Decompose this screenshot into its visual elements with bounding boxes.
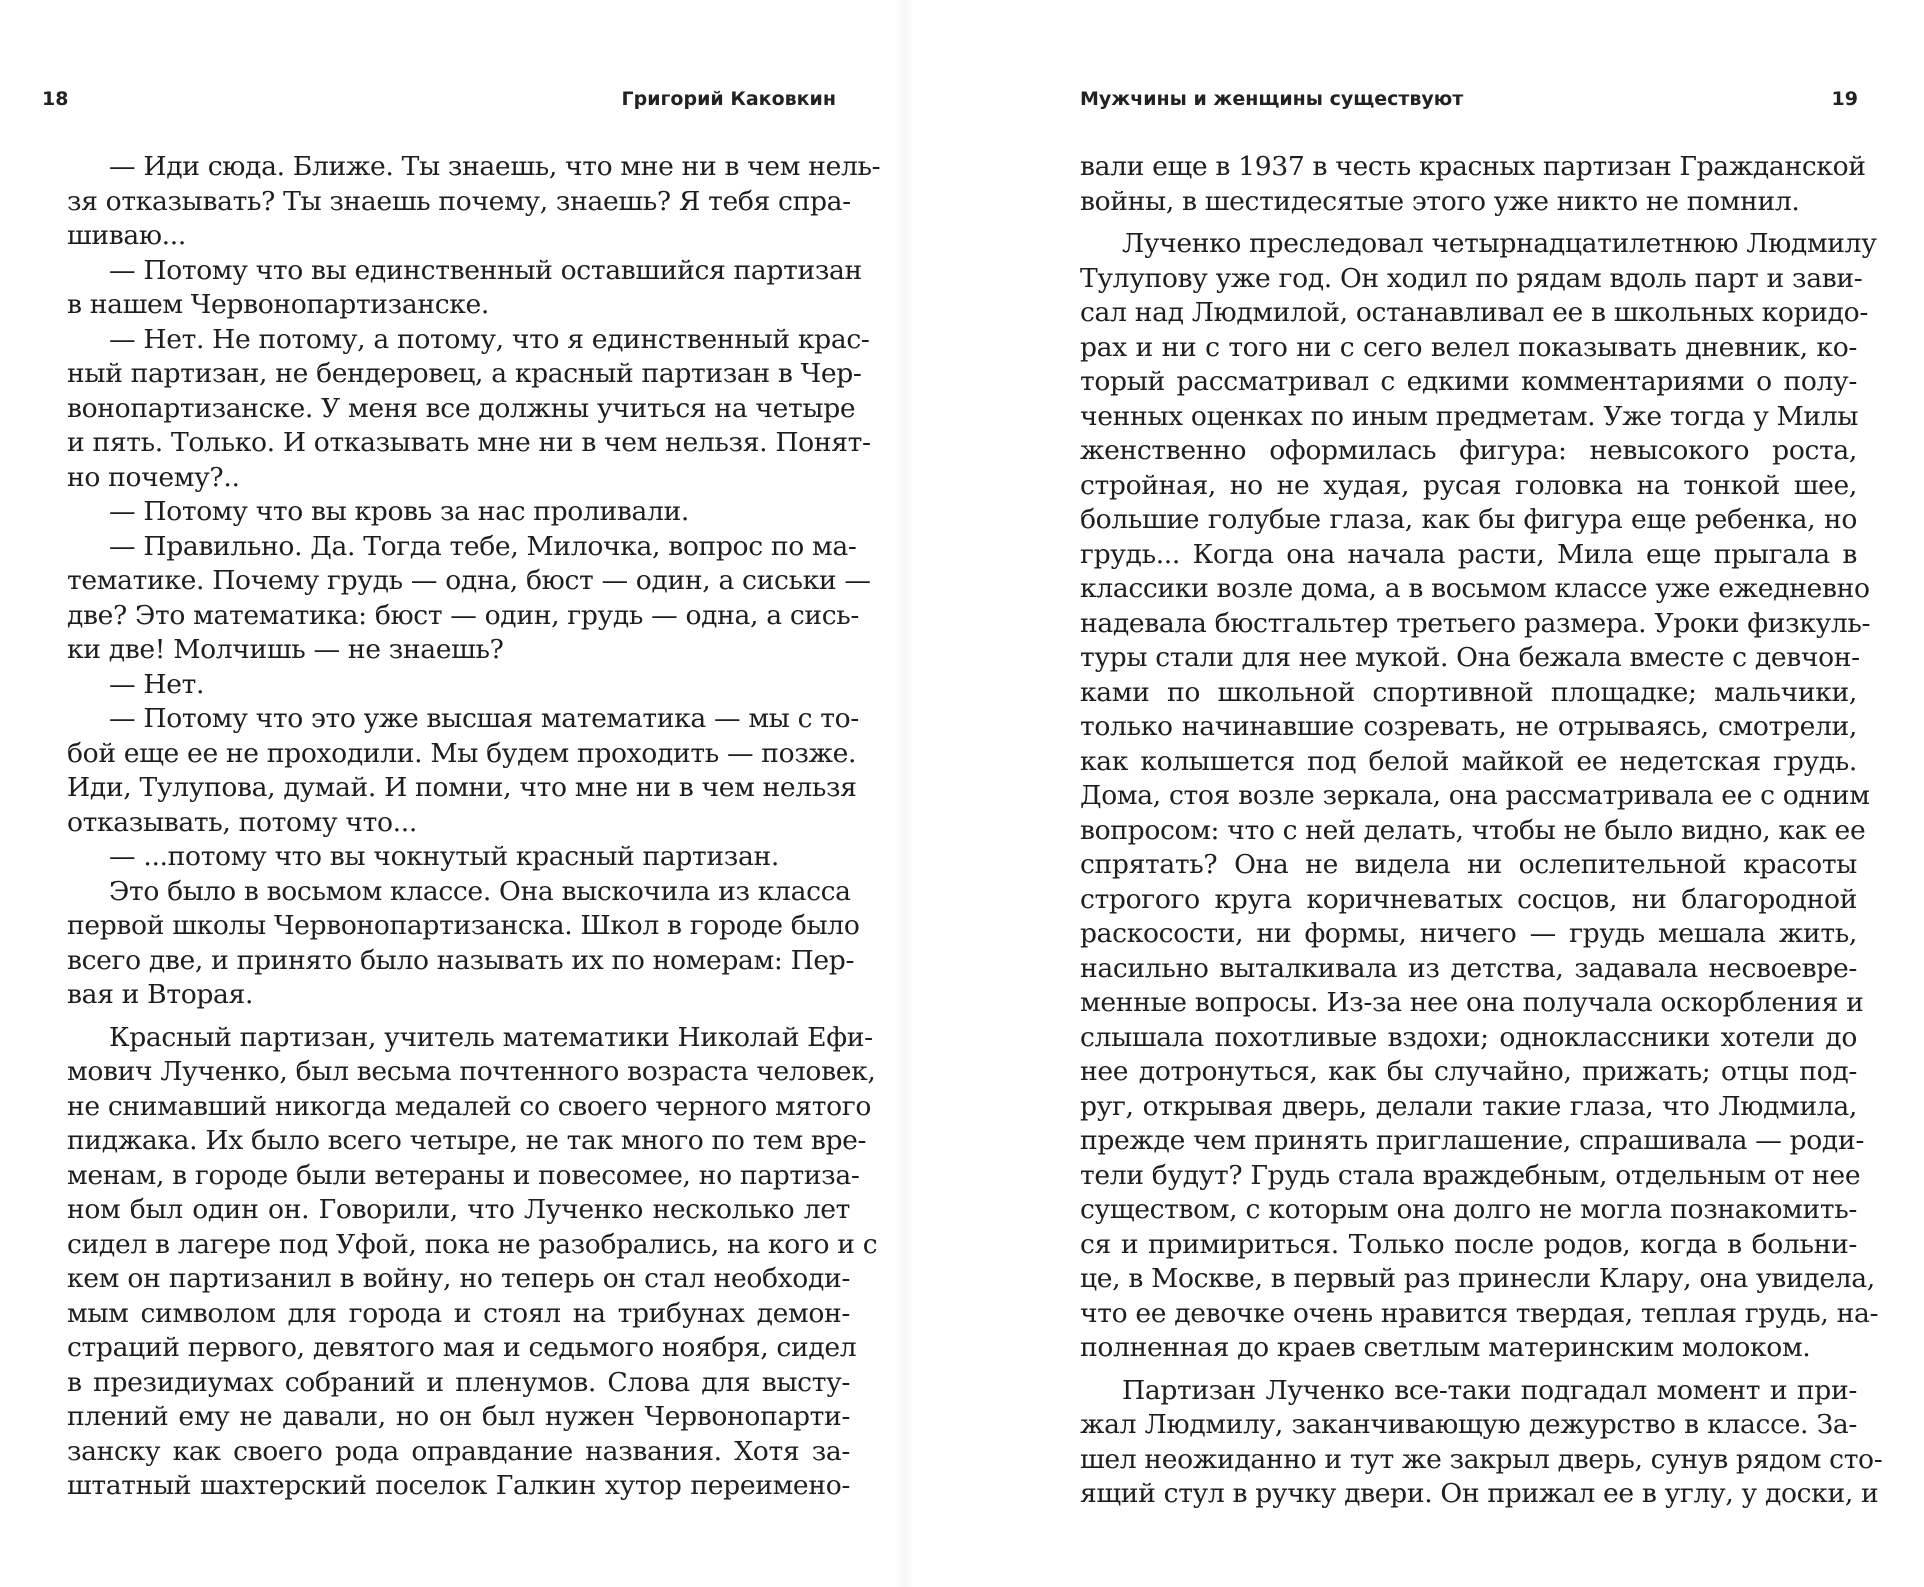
text-line: страций первого, девятого мая и седьмого ноября, сидел <box>67 1332 857 1363</box>
text-line: — Потому что вы кровь за нас проливали. <box>109 496 690 527</box>
text-line: Это было в восьмом классе. Она выскочила из класса <box>109 875 851 907</box>
text-line: как колышется под белой майкой ее недетская грудь. <box>1080 745 1857 777</box>
text-line: всего две, и принято было называть их по номерам: Пер- <box>67 944 855 976</box>
body-text <box>1080 150 1883 1512</box>
text-line: — Потому что вы единственный оставшийся партизан <box>109 254 862 286</box>
text-line: вопросом: что с ней делать, чтобы не было видно, как ее <box>1080 814 1866 846</box>
text-line: — Нет. <box>109 668 205 700</box>
text-line: занску как своего рода оправдание названия. Хотя за- <box>67 1435 850 1467</box>
text-line: две? Это математика: бюст — один, грудь — одна, а сись- <box>67 599 860 631</box>
text-line: спрятать? Она не видела ни ослепительной красоты <box>1080 849 1857 880</box>
text-line: сидел в лагере под Уфой, пока не разобрались, на кого и с <box>67 1228 878 1260</box>
text-line: ками по школьной спортивной площадке; мальчики, <box>1080 676 1857 708</box>
text-line: и пять. Только. И отказывать мне ни в чем нельзя. Понят- <box>67 427 871 458</box>
text-line: сал над Людмилой, останавливал ее в школьных коридо- <box>1080 297 1868 328</box>
running-head-title: Мужчины и женщины существуют <box>1080 88 1464 110</box>
text-line: ся и примириться. Только после родов, когда в больни- <box>1080 1228 1857 1260</box>
body-text <box>67 150 881 1504</box>
text-line: тематике. Почему грудь — одна, бюст — один, а сиськи — <box>67 565 871 596</box>
text-line: — Нет. Не потому, а потому, что я единственный крас- <box>109 323 870 355</box>
text-line: прежде чем принять приглашение, спрашивала — роди- <box>1080 1125 1864 1156</box>
text-line: первой школы Червонопартизанска. Школ в городе было <box>67 910 860 941</box>
text-line: стройная, но не худая, русая головка на тонкой шее, <box>1080 469 1857 501</box>
running-head-author: Григорий Каковкин <box>621 88 836 110</box>
text-line: Тулупову уже год. Он ходил по рядам вдоль парт и зави- <box>1080 262 1863 294</box>
text-line: войны, в шестидесятые этого уже никто не помнил. <box>1080 185 1800 217</box>
page-number: 19 <box>1831 88 1858 110</box>
text-line: раскосости, ни формы, ничего — грудь мешала жить, <box>1080 918 1857 949</box>
text-line: ный партизан, не бендеровец, а красный партизан в Чер- <box>67 358 862 389</box>
text-line: только начинавшие созревать, не отрываясь, смотрели, <box>1080 711 1857 742</box>
left-page <box>0 0 904 1587</box>
text-line: плений ему не давали, но он был нужен Червонопарти- <box>67 1401 850 1432</box>
text-line: существом, с которым она долго не могла познакомить- <box>1080 1194 1857 1225</box>
text-line: зя отказывать? Ты знаешь почему, знаешь? Я тебя спра- <box>67 185 851 217</box>
text-line: торый рассматривал с едкими комментариями о полу- <box>1080 366 1857 397</box>
text-line: — Иди сюда. Ближе. Ты знаешь, что мне ни в чем нель- <box>109 151 881 182</box>
text-line: — Правильно. Да. Тогда тебе, Милочка, вопрос по ма- <box>109 530 857 562</box>
text-line: вая и Вторая. <box>67 979 254 1010</box>
text-line: руг, открывая дверь, делали такие глаза, что Людмила, <box>1080 1090 1857 1122</box>
text-line: — ...потому что вы чокнутый красный партизан. <box>109 841 779 872</box>
text-line: отказывать, потому что... <box>67 806 417 838</box>
paragraph-gap <box>67 1013 850 1021</box>
text-line: надевала бюстгальтер третьего размера. Уроки физкуль- <box>1080 607 1871 639</box>
text-line: це, в Москве, в первый раз принесли Клару, она увидела, <box>1080 1263 1875 1294</box>
text-line: — Потому что это уже высшая математика — мы с то- <box>109 703 859 734</box>
text-line: женственно оформилась фигура: невысокого роста, <box>1080 435 1857 466</box>
text-line: ящий стул в ручку двери. Он прижал ее в углу, у доски, и <box>1080 1478 1879 1509</box>
text-line: ченных оценках по иным предметам. Уже тогда у Милы <box>1080 400 1859 432</box>
text-line: ки две! Молчишь — не знаешь? <box>67 634 504 665</box>
text-line: Лученко преследовал четырнадцатилетнюю Людмилу <box>1122 228 1877 259</box>
text-line: кем он партизанил в войну, но теперь он стал необходи- <box>67 1263 850 1294</box>
text-line: туры стали для нее мукой. Она бежала вместе с девчон- <box>1080 642 1860 673</box>
text-line: шел неожиданно и тут же закрыл дверь, сунув рядом сто- <box>1080 1443 1883 1475</box>
text-line: вали еще в 1937 в честь красных партизан Гражданской <box>1080 151 1866 182</box>
text-line: Партизан Лученко все-таки подгадал момент и при- <box>1122 1374 1857 1406</box>
text-line: в нашем Червонопартизанске. <box>67 289 490 320</box>
text-line: штатный шахтерский поселок Галкин хутор переимено- <box>67 1470 850 1501</box>
text-line: нее дотронуться, как бы случайно, прижать; отцы под- <box>1080 1056 1857 1087</box>
text-line: шиваю... <box>67 220 186 251</box>
text-line: мым символом для города и стоял на трибунах демон- <box>67 1297 850 1329</box>
text-line: вонопартизанске. У меня все должны учиться на четыре <box>67 392 856 424</box>
text-line: жал Людмилу, заканчивающую дежурство в классе. За- <box>1080 1409 1857 1440</box>
text-line: что ее девочке очень нравится твердая, теплая грудь, на- <box>1080 1297 1879 1329</box>
text-line: рах и ни с того ни с сего велел показывать дневник, ко- <box>1080 331 1857 363</box>
paragraph-gap <box>1080 1366 1857 1374</box>
text-line: тели будут? Грудь стала враждебным, отдельным от нее <box>1080 1159 1861 1191</box>
text-line: насильно выталкивала из детства, задавала несвоевре- <box>1080 952 1857 984</box>
text-line: менные вопросы. Из-за нее она получала оскорбления и <box>1080 987 1864 1018</box>
text-line: менам, в городе были ветераны и повесомее, но партиза- <box>67 1159 860 1191</box>
text-line: но почему?.. <box>67 461 240 493</box>
page-number: 18 <box>42 88 69 110</box>
text-line: большие голубые глаза, как бы фигура еще ребенка, но <box>1080 504 1857 535</box>
text-line: в президиумах собраний и пленумов. Слова для высту- <box>67 1366 850 1398</box>
text-line: пиджака. Их было всего четыре, не так много по тем вре- <box>67 1125 867 1156</box>
paragraph-gap <box>1080 219 1857 227</box>
text-line: Красный партизан, учитель математики Николай Ефи- <box>109 1021 873 1053</box>
text-line: грудь... Когда она начала расти, Мила еще прыгала в <box>1080 538 1857 570</box>
right-page <box>904 0 1924 1587</box>
text-line: бой еще ее не проходили. Мы будем проходить — позже. <box>67 737 857 769</box>
text-line: Дома, стоя возле зеркала, она рассматривала ее с одним <box>1080 780 1870 811</box>
text-line: Иди, Тулупова, думай. И помни, что мне ни в чем нельзя <box>67 772 857 803</box>
text-line: строгого круга коричневатых сосцов, ни благородной <box>1080 883 1857 915</box>
text-line: слышала похотливые вздохи; одноклассники хотели до <box>1080 1021 1857 1053</box>
text-line: классики возле дома, а в восьмом классе уже ежедневно <box>1080 573 1870 604</box>
text-line: мович Лученко, был весьма почтенного возраста человек, <box>67 1056 876 1087</box>
text-line: полненная до краев светлым материнским молоком. <box>1080 1332 1811 1363</box>
text-line: не снимавший никогда медалей со своего черного мятого <box>67 1090 871 1122</box>
text-line: ном был один он. Говорили, что Лученко несколько лет <box>67 1194 850 1225</box>
